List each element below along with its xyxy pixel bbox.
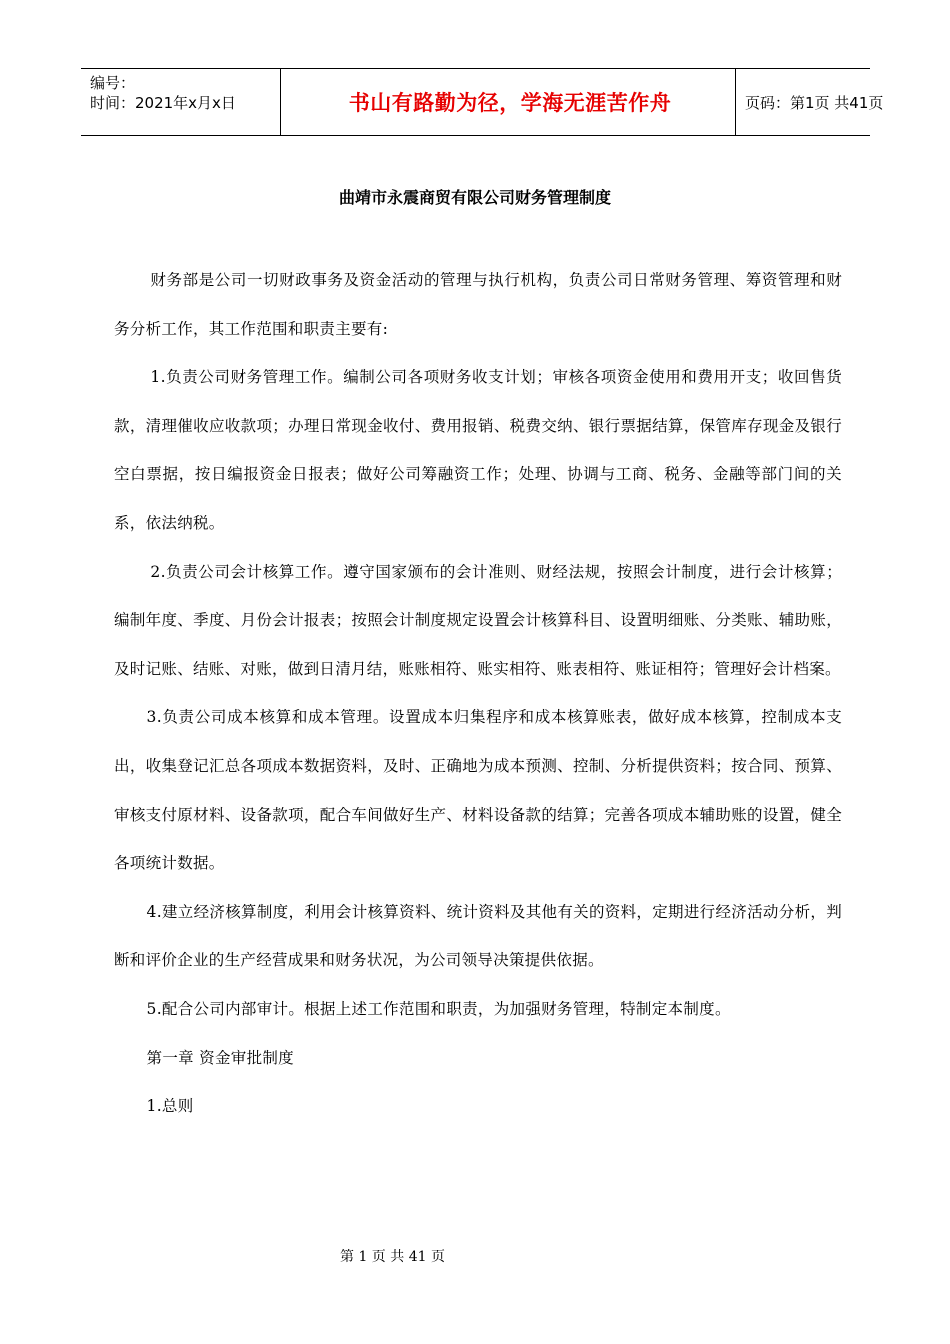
section-heading: 1.总则 — [146, 1097, 194, 1116]
document-title: 曲靖市永震商贸有限公司财务管理制度 — [338, 188, 611, 207]
intro-paragraph: 财务部是公司一切财政事务及资金活动的管理与执行机构，负责公司日常财务管理、筹资管理和财务分析工作，其工作范围和职责主要有: — [114, 271, 842, 338]
duty-paragraph-4: 4.建立经济核算制度，利用会计核算资料、统计资料及其他有关的资料，定期进行经济活动分析，判断和评价企业的生产经营成果和财务状况，为公司领导决策提供依据。 — [114, 902, 842, 970]
duty-paragraph-2: 2.负责公司会计核算工作。遵守国家颁布的会计准则、财经法规，按照会计制度，进行会计核算；编制年度、季度、月份会计报表；按照会计制度规定设置会计核算科目、设置明细账、分类账、辅助账，及时记账、结账、对账，做到日清月结，账账相符、账实相符、账表相符、账证相符；管理好会计档案。 — [114, 562, 842, 678]
document-time-label: 时间：2021年x月x日 — [90, 94, 236, 112]
document-body — [114, 256, 842, 1131]
page-footer: 第 1 页 共 41 页 — [340, 1249, 445, 1265]
header-motto: 书山有路勤为径，学海无涯苦作舟 — [281, 69, 736, 135]
document-number-label: 编号： — [90, 74, 136, 92]
duty-paragraph-5: 5.配合公司内部审计。根据上述工作范围和职责，为加强财务管理，特制定本制度。 — [146, 999, 731, 1018]
duty-paragraph-1: 1.负责公司财务管理工作。编制公司各项财务收支计划；审核各项资金使用和费用开支；收回售货款，清理催收应收款项；办理日常现金收付、费用报销、税费交纳、银行票据结算，保管库存现金及银行空白票据，按日编报资金日报表；做好公司筹融资工作；处理、协调与工商、税务、金融等部门间的关系，依法纳税。 — [114, 368, 842, 532]
header-meta-cell — [81, 69, 281, 135]
duty-paragraph-3: 3.负责公司成本核算和成本管理。设置成本归集程序和成本核算账表，做好成本核算，控制成本支出，收集登记汇总各项成本数据资料，及时、正确地为成本预测、控制、分析提供资料；按合同、预算、审核支付原材料、设备款项，配合车间做好生产、材料设备款的结算；完善各项成本辅助账的设置，健全各项统计数据。 — [114, 708, 842, 873]
chapter-heading: 第一章 资金审批制度 — [146, 1048, 294, 1067]
header-page-number: 页码：第1页 共41页 — [745, 93, 884, 112]
page-header — [81, 68, 884, 136]
